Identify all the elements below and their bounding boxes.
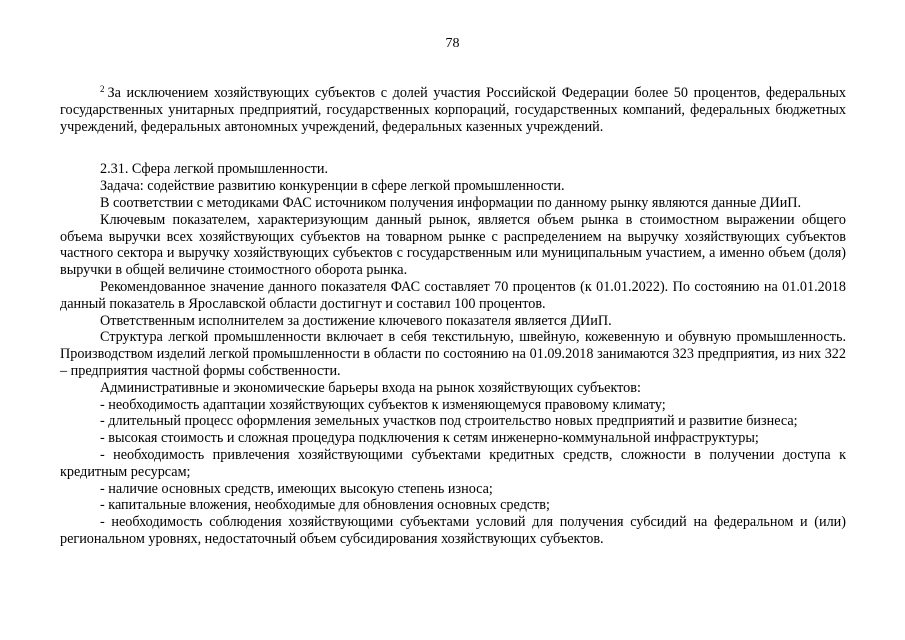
barrier-item: - необходимость соблюдения хозяйствующими субъектами условий для получения субсидий на федеральном и (или) региональном уровнях, недостаточный объем субсидирования хозяйствующих субъектов. — [60, 514, 846, 547]
page-number: 78 — [445, 36, 460, 51]
key-indicator-paragraph: Ключевым показателем, характеризующим данный рынок, является объем рынка в стоимостном выражении общего объема выручки всех хозяйствующих субъектов на товарном рынке с распределением на выручку хозяйствующих субъектов частного сектора и выручку хозяйствующих субъектов с государственным или муниципальным участием, а именно объем (доля) выручки в общей величине стоимостного оборота рынка. — [60, 211, 846, 279]
footnote-text: За исключением хозяйствующих субъектов с долей участия Российской Федерации более 50 процентов, федеральных государственных унитарных предприятий, государственных корпораций, государственных компаний, федеральных бюджетных учреждений, федеральных автономных учреждений, федеральных казенных учреждений. — [60, 85, 846, 135]
footnote — [60, 85, 846, 135]
barrier-item: - капитальные вложения, необходимые для обновления основных средств; — [100, 497, 550, 514]
source-paragraph: В соответствии с методиками ФАС источником получения информации по данному рынку являются данные ДИиП. — [100, 194, 802, 211]
footnote-marker: 2 — [100, 84, 105, 94]
barrier-item: - необходимость адаптации хозяйствующих субъектов к изменяющемуся правовому климату; — [100, 396, 666, 413]
barrier-item: - высокая стоимость и сложная процедура подключения к сетям инженерно-коммунальной инфраструктуры; — [100, 430, 759, 447]
structure-paragraph: Структура легкой промышленности включает в себя текстильную, швейную, кожевенную и обувную промышленность. Производством изделий легкой промышленности в области по состоянию на 01.09.2018 занимаются 323 предприятия, из них 322 – предприятия частной формы собственности. — [60, 329, 846, 379]
section-heading: 2.31. Сфера легкой промышленности. — [100, 161, 329, 178]
barriers-intro: Административные и экономические барьеры входа на рынок хозяйствующих субъектов: — [100, 379, 641, 396]
target-value-paragraph: Рекомендованное значение данного показателя ФАС составляет 70 процентов (к 01.01.2022). По состоянию на 01.01.2018 данный показатель в Ярославской области достигнут и составил 100 процентов. — [60, 278, 846, 312]
task-paragraph: Задача: содействие развитию конкуренции в сфере легкой промышленности. — [100, 178, 565, 195]
barrier-item: - наличие основных средств, имеющих высокую степень износа; — [100, 480, 493, 497]
document-body — [60, 85, 846, 548]
barrier-item: - длительный процесс оформления земельных участков под строительство новых предприятий и развитие бизнеса; — [100, 413, 798, 430]
barrier-item: - необходимость привлечения хозяйствующими субъектами кредитных средств, сложности в получении доступа к кредитным ресурсам; — [60, 446, 846, 480]
responsible-paragraph: Ответственным исполнителем за достижение ключевого показателя является ДИиП. — [100, 312, 612, 329]
